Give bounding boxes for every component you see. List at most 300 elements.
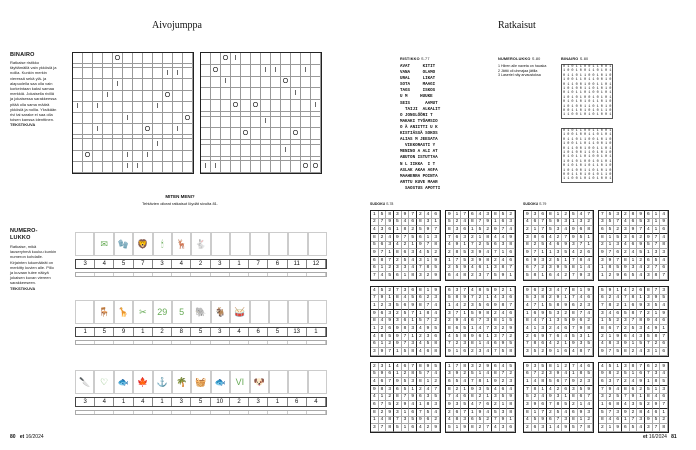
sudoku-cell: 1 <box>409 318 417 326</box>
sudoku-cell: 4 <box>454 302 462 310</box>
sudoku-cell: 8 <box>379 386 387 394</box>
numerolukko-answer-cell[interactable] <box>114 273 133 276</box>
numerolukko-answer-cell[interactable] <box>211 341 230 344</box>
sudoku-cell: 9 <box>645 417 653 425</box>
sudoku-cell: 4 <box>446 242 454 250</box>
numerolukko-answer-cell[interactable] <box>191 273 210 276</box>
sudoku-cell: 1 <box>386 295 394 303</box>
sudoku-cell: 5 <box>622 371 630 379</box>
sudoku-cell: 6 <box>425 417 433 425</box>
numerolukko-answer-cell[interactable] <box>95 273 114 276</box>
numerolukko-answer-cell[interactable] <box>249 411 268 414</box>
sudoku-cell: 3 <box>402 287 410 295</box>
sudoku-cell: 3 <box>492 325 500 333</box>
sudoku-cell: 2 <box>432 318 440 326</box>
sudoku-cell: 6 <box>492 341 500 349</box>
numerolukko-answer-cell[interactable] <box>95 341 114 344</box>
sudoku-cell: 5 <box>507 363 515 371</box>
numerolukko-answer-cell[interactable] <box>153 341 172 344</box>
numerolukko-answer-cell[interactable] <box>191 411 210 414</box>
sudoku-cell: 1 <box>660 409 668 417</box>
sudoku-cell: 1 <box>622 302 630 310</box>
binairo-cell <box>93 139 103 150</box>
numerolukko-row <box>75 232 327 276</box>
numerolukko-answer-cell[interactable] <box>172 411 191 414</box>
sudoku-cell: 3 <box>532 363 540 371</box>
sudoku-cell: 3 <box>417 272 425 280</box>
sudoku-cell: 7 <box>500 333 508 341</box>
numerolukko-sol-label: NUMEROLUKKO S.80 <box>498 57 541 61</box>
binairo-cell <box>143 113 153 124</box>
numerolukko-answer-cell[interactable] <box>172 273 191 276</box>
binairo-cell <box>83 91 93 102</box>
sudoku-cell: 8 <box>637 409 645 417</box>
sudoku-cell: 2 <box>386 341 394 349</box>
binairo-cell <box>221 128 231 140</box>
binairo-cell <box>123 139 133 150</box>
sudoku-cell: 7 <box>599 302 607 310</box>
binairo-cell <box>241 100 251 112</box>
sudoku-cell: 5 <box>402 310 410 318</box>
sudoku-cell: 2 <box>454 341 462 349</box>
sudoku-cell: 2 <box>379 302 387 310</box>
sudoku-cell: 4 <box>484 409 492 417</box>
sudoku-cell: 9 <box>477 249 485 257</box>
sudoku-cell: 5 <box>371 242 379 250</box>
numerolukko-answer-cell[interactable] <box>249 273 268 276</box>
sudoku-cell: 8 <box>461 272 469 280</box>
numerolukko-answer-cell[interactable] <box>95 411 114 414</box>
sudoku-cell: 7 <box>585 211 593 219</box>
sudoku-cell: 4 <box>585 310 593 318</box>
numerolukko-number: 11 <box>288 260 307 268</box>
numerolukko-answer-cell[interactable] <box>114 341 133 344</box>
sudoku-cell: 2 <box>539 287 547 295</box>
sudoku-cell: 5 <box>507 341 515 349</box>
numerolukko-answer-cell[interactable] <box>307 411 326 414</box>
sudoku-cell: 1 <box>555 363 563 371</box>
sudoku-cell: 6 <box>461 394 469 402</box>
sudoku-cell: 7 <box>599 211 607 219</box>
binairo-cell <box>163 162 173 173</box>
sudoku-cell: 3 <box>660 386 668 394</box>
binairo-cell: I <box>211 161 221 173</box>
sudoku-cell: 1 <box>425 378 433 386</box>
sudoku-cell: 5 <box>578 234 586 242</box>
sudoku-cell: 9 <box>469 333 477 341</box>
sudoku-cell: 7 <box>645 341 653 349</box>
binairo-cell <box>173 91 183 102</box>
binairo-cell: I <box>143 151 153 162</box>
left-page-title: Aivojumppa <box>152 20 202 31</box>
binairo-cell <box>173 79 183 90</box>
sudoku-cell: 4 <box>532 318 540 326</box>
sudoku-cell: 5 <box>645 386 653 394</box>
binairo-cell <box>311 145 321 157</box>
binairo-cell <box>133 124 143 135</box>
numerolukko-answer-cell[interactable] <box>288 341 307 344</box>
numerolukko-answer-cell[interactable] <box>76 341 95 344</box>
sudoku-solution <box>598 286 669 357</box>
numerolukko-number: 10 <box>211 398 230 406</box>
numerolukko-solution <box>498 64 558 78</box>
sudoku-cell: 7 <box>492 417 500 425</box>
sudoku-cell: 4 <box>507 386 515 394</box>
sudoku-cell: 6 <box>599 226 607 234</box>
sudoku-cell: 4 <box>562 371 570 379</box>
sudoku-cell: 3 <box>469 302 477 310</box>
sudoku-cell: 5 <box>417 226 425 234</box>
sudoku-cell: 7 <box>570 363 578 371</box>
binairo-cell <box>83 113 93 124</box>
sudoku-cell: 4 <box>637 265 645 273</box>
sudoku-cell: 1 <box>562 341 570 349</box>
sudoku-cell: 3 <box>562 219 570 227</box>
sudoku-cell: 9 <box>622 409 630 417</box>
binairo-cell <box>113 91 123 102</box>
numerolukko-picture: 🦌 <box>172 232 191 256</box>
sudoku-cell: 3 <box>477 386 485 394</box>
binairo-cell <box>93 53 103 64</box>
sudoku-cell: 6 <box>386 371 394 379</box>
sudoku-cell: 3 <box>409 341 417 349</box>
sudoku-cell: 3 <box>379 226 387 234</box>
binairo-cell <box>301 128 311 140</box>
sudoku-cell: 2 <box>555 234 563 242</box>
sudoku-cell: 4 <box>637 348 645 356</box>
sudoku-cell: 5 <box>386 401 394 409</box>
sudoku-cell: 7 <box>507 265 515 273</box>
sudoku-cell: 4 <box>637 272 645 280</box>
sudoku-cell: 9 <box>386 219 394 227</box>
sudoku-cell: 7 <box>409 363 417 371</box>
sudoku-cell: 1 <box>371 417 379 425</box>
sudoku-cell: 8 <box>570 394 578 402</box>
binairo-cell <box>211 53 221 65</box>
sudoku-cell: 3 <box>653 371 661 379</box>
numerolukko-picture <box>230 232 249 256</box>
sudoku-solution <box>445 286 516 357</box>
sudoku-cell: 8 <box>432 348 440 356</box>
sudoku-cell: 6 <box>637 287 645 295</box>
sudoku-cell: 1 <box>417 401 425 409</box>
sudoku-cell: 9 <box>507 234 515 242</box>
sudoku-cell: 3 <box>500 424 508 432</box>
numerolukko-answer-cell[interactable] <box>230 273 249 276</box>
sudoku-cell: 1 <box>630 341 638 349</box>
sudoku-cell: 8 <box>379 333 387 341</box>
numerolukko-answer-cell[interactable] <box>230 341 249 344</box>
sudoku-cell: 5 <box>379 211 387 219</box>
sudoku-cell: 8 <box>653 378 661 386</box>
numerolukko-answer-cell[interactable] <box>211 273 230 276</box>
sudoku-cell: 5 <box>562 318 570 326</box>
binairo-cell <box>201 100 211 112</box>
numerolukko-answer-cell[interactable] <box>114 411 133 414</box>
binairo-cell: I <box>133 162 143 173</box>
sudoku-cell: 8 <box>607 341 615 349</box>
sudoku-cell: 4 <box>379 417 387 425</box>
sudoku-cell: 4 <box>432 409 440 417</box>
binairo-cell <box>241 77 251 89</box>
sudoku-cell: 6 <box>379 310 387 318</box>
binairo-cell <box>201 128 211 140</box>
sudoku-cell: 7 <box>492 348 500 356</box>
binairo-cell <box>261 145 271 157</box>
sudoku-cell: 2 <box>371 219 379 227</box>
binairo-cell: I <box>103 91 113 102</box>
sudoku-cell: 7 <box>555 417 563 425</box>
numerolukko-answer-cell[interactable] <box>134 411 153 414</box>
sudoku-cell: 2 <box>409 226 417 234</box>
sudoku-cell: 6 <box>539 401 547 409</box>
sudoku-cell: 6 <box>446 287 454 295</box>
sudoku-cell: 7 <box>547 401 555 409</box>
binairo-cell <box>301 77 311 89</box>
sudoku-cell: 8 <box>454 417 462 425</box>
numerolukko-answer-cell[interactable] <box>249 341 268 344</box>
sudoku-cell: 8 <box>409 371 417 379</box>
sudoku-cell: 5 <box>607 363 615 371</box>
sudoku-cell: 8 <box>637 318 645 326</box>
sudoku-cell: 6 <box>660 348 668 356</box>
binairo-cell <box>271 100 281 112</box>
numerolukko-answer-cell[interactable] <box>153 411 172 414</box>
sudoku-cell: 3 <box>578 219 586 227</box>
sudoku-cell: 7 <box>446 394 454 402</box>
sudoku-cell: 6 <box>555 333 563 341</box>
numerolukko-number: 3 <box>172 398 191 406</box>
sudoku-cell: 2 <box>425 295 433 303</box>
sudoku-cell: 3 <box>532 295 540 303</box>
sudoku-cell: 8 <box>417 219 425 227</box>
binairo-cell <box>231 161 241 173</box>
numerolukko-answer-cell[interactable] <box>288 273 307 276</box>
sudoku-cell: 4 <box>614 295 622 303</box>
numerolukko-answer-cell[interactable] <box>307 273 326 276</box>
sudoku-cell: 9 <box>660 219 668 227</box>
sudoku-cell: 7 <box>425 242 433 250</box>
sudoku-cell: 5 <box>394 302 402 310</box>
sudoku-cell: 3 <box>614 242 622 250</box>
sudoku-cell: 1 <box>645 249 653 257</box>
sudoku-cell: 8 <box>500 302 508 310</box>
binairo-cell <box>163 124 173 135</box>
sudoku-cell: 3 <box>432 234 440 242</box>
sudoku-cell: 6 <box>630 219 638 227</box>
binairo-cell <box>83 53 93 64</box>
sudoku-cell: 8 <box>446 226 454 234</box>
numerolukko-answer-cell[interactable] <box>76 411 95 414</box>
sudoku-cell: 7 <box>660 272 668 280</box>
sudoku-cell: 7 <box>492 249 500 257</box>
sudoku-cell: 1 <box>532 325 540 333</box>
binairo-cell <box>133 68 143 79</box>
sudoku-cell: 6 <box>371 257 379 265</box>
sudoku-cell: 4 <box>585 265 593 273</box>
sudoku-cell: 1 <box>547 249 555 257</box>
sudoku-cell: 7 <box>653 424 661 432</box>
numerolukko-picture: 🐟 <box>114 370 133 394</box>
sudoku-cell: 8 <box>532 386 540 394</box>
sudoku-cell: 1 <box>653 348 661 356</box>
sudoku-cell: 5 <box>614 348 622 356</box>
sudoku-cell: 4 <box>425 211 433 219</box>
sudoku-cell: 4 <box>578 295 586 303</box>
sudoku-cell: 9 <box>446 348 454 356</box>
binairo-cell <box>113 124 123 135</box>
sudoku-cell: 9 <box>409 394 417 402</box>
binairo-cell <box>143 139 153 150</box>
sudoku-cell: 4 <box>477 325 485 333</box>
numerolukko-number: 1 <box>114 398 133 406</box>
binairo-cell <box>113 68 123 79</box>
sudoku-cell: 8 <box>660 424 668 432</box>
sudoku-cell: 9 <box>570 378 578 386</box>
sudoku-cell: 3 <box>425 394 433 402</box>
binairo-cell <box>261 53 271 65</box>
sudoku-cell: 8 <box>607 265 615 273</box>
binairo-cell <box>133 102 143 113</box>
sudoku-cell: 1 <box>578 287 586 295</box>
binairo-cell <box>73 139 83 150</box>
binairo-cell <box>271 128 281 140</box>
sudoku-cell: 1 <box>432 219 440 227</box>
numerolukko-answer-cell[interactable] <box>191 341 210 344</box>
sudoku-cell: 3 <box>645 348 653 356</box>
sudoku-cell: 8 <box>371 318 379 326</box>
sudoku-cell: 1 <box>599 272 607 280</box>
sudoku-cell: 9 <box>630 226 638 234</box>
binairo-cell <box>281 128 291 140</box>
sudoku-cell: 6 <box>379 242 387 250</box>
sudoku-cell: 9 <box>484 219 492 227</box>
sudoku-cell: 9 <box>477 257 485 265</box>
numerolukko-solution-line: 1 Hiiren alle naveta on hauska <box>498 64 547 68</box>
sudoku-cell: 3 <box>555 249 563 257</box>
binairo-cell <box>123 68 133 79</box>
numerolukko-answer-cell[interactable] <box>134 273 153 276</box>
sudoku-cell: 6 <box>469 417 477 425</box>
sudoku-cell: 5 <box>454 265 462 273</box>
sudoku-cell: 7 <box>660 401 668 409</box>
numerolukko-answer-cell[interactable] <box>268 411 287 414</box>
numerolukko-answer-cell[interactable] <box>268 341 287 344</box>
sudoku-cell: 1 <box>371 302 379 310</box>
binairo-cell <box>143 102 153 113</box>
sudoku-cell: 2 <box>461 302 469 310</box>
sudoku-cell: 1 <box>386 249 394 257</box>
sudoku-cell: 2 <box>532 394 540 402</box>
sudoku-cell: 7 <box>454 257 462 265</box>
sudoku-cell: 8 <box>570 417 578 425</box>
sudoku-cell: 1 <box>446 302 454 310</box>
sudoku-cell: 6 <box>524 257 532 265</box>
numerolukko-picture <box>308 300 327 324</box>
sudoku-cell: 5 <box>402 348 410 356</box>
sudoku-cell: 1 <box>492 219 500 227</box>
sudoku-cell: 1 <box>425 287 433 295</box>
sudoku-cell: 3 <box>524 234 532 242</box>
sudoku-cell: 1 <box>532 409 540 417</box>
numerolukko-answer-cell[interactable] <box>172 341 191 344</box>
numerolukko-answer-cell[interactable] <box>307 341 326 344</box>
sudoku-cell: 1 <box>379 265 387 273</box>
sudoku-cell: 3 <box>371 424 379 432</box>
sudoku-cell: 2 <box>394 257 402 265</box>
sudoku-cell: 9 <box>645 234 653 242</box>
sudoku-cell: 5 <box>484 386 492 394</box>
numerolukko-answer-cell[interactable] <box>230 411 249 414</box>
sudoku-cell: 4 <box>379 318 387 326</box>
binairo-cell <box>143 79 153 90</box>
numerolukko-answer-cell[interactable] <box>153 273 172 276</box>
sudoku-cell: 6 <box>446 378 454 386</box>
sudoku-cell: 1 <box>532 226 540 234</box>
sudoku-cell: 5 <box>570 211 578 219</box>
binairo-cell <box>183 102 193 113</box>
numerolukko-credit: TEKSTIKUVA <box>10 285 36 291</box>
numerolukko-answer-cell[interactable] <box>211 411 230 414</box>
binairo-cell <box>311 117 321 129</box>
sudoku-cell: 5 <box>446 295 454 303</box>
sudoku-cell: 1 <box>555 348 563 356</box>
sudoku-cell: 1 <box>469 325 477 333</box>
sudoku-cell: 6 <box>394 386 402 394</box>
sudoku-cell: 7 <box>532 249 540 257</box>
binairo-cell <box>183 68 193 79</box>
sudoku-cell: 3 <box>409 249 417 257</box>
sudoku-cell: 5 <box>492 272 500 280</box>
sudoku-cell: 4 <box>562 333 570 341</box>
sudoku-cell: 8 <box>622 386 630 394</box>
numerolukko-answer-cell[interactable] <box>288 411 307 414</box>
sudoku-cell: 1 <box>555 211 563 219</box>
sudoku-cell: 9 <box>524 211 532 219</box>
binairo-cell <box>311 88 321 100</box>
sudoku-cell: 4 <box>645 409 653 417</box>
sudoku-cell: 6 <box>500 219 508 227</box>
binairo-cell: O <box>113 53 123 64</box>
numerolukko-answer-cell[interactable] <box>268 273 287 276</box>
numerolukko-picture <box>288 370 307 394</box>
numerolukko-answer-cell[interactable] <box>76 273 95 276</box>
sudoku-cell: 6 <box>585 295 593 303</box>
sudoku-cell: 1 <box>477 371 485 379</box>
sudoku-cell: 9 <box>386 318 394 326</box>
binairo-cell <box>311 53 321 65</box>
sudoku-cell: 9 <box>622 265 630 273</box>
sudoku-cell: 4 <box>461 219 469 227</box>
numerolukko-answer-cell[interactable] <box>134 341 153 344</box>
sudoku-cell: 1 <box>484 333 492 341</box>
help-box <box>100 194 260 206</box>
sudoku-cell: 1 <box>578 265 586 273</box>
sudoku-cell: 3 <box>637 333 645 341</box>
binairo-cell <box>251 77 261 89</box>
sudoku-cell: 9 <box>500 341 508 349</box>
binairo-cell: O <box>281 77 291 89</box>
sudoku-cell: 5 <box>547 219 555 227</box>
sudoku-cell: 9 <box>637 211 645 219</box>
numerolukko-picture: VI <box>230 370 249 394</box>
sudoku-cell: 7 <box>500 371 508 379</box>
sudoku-cell: 9 <box>539 417 547 425</box>
sudoku-cell: 9 <box>599 249 607 257</box>
binairo-cell <box>221 88 231 100</box>
sudoku-cell: 8 <box>585 226 593 234</box>
numerolukko-picture: 5 <box>172 300 191 324</box>
